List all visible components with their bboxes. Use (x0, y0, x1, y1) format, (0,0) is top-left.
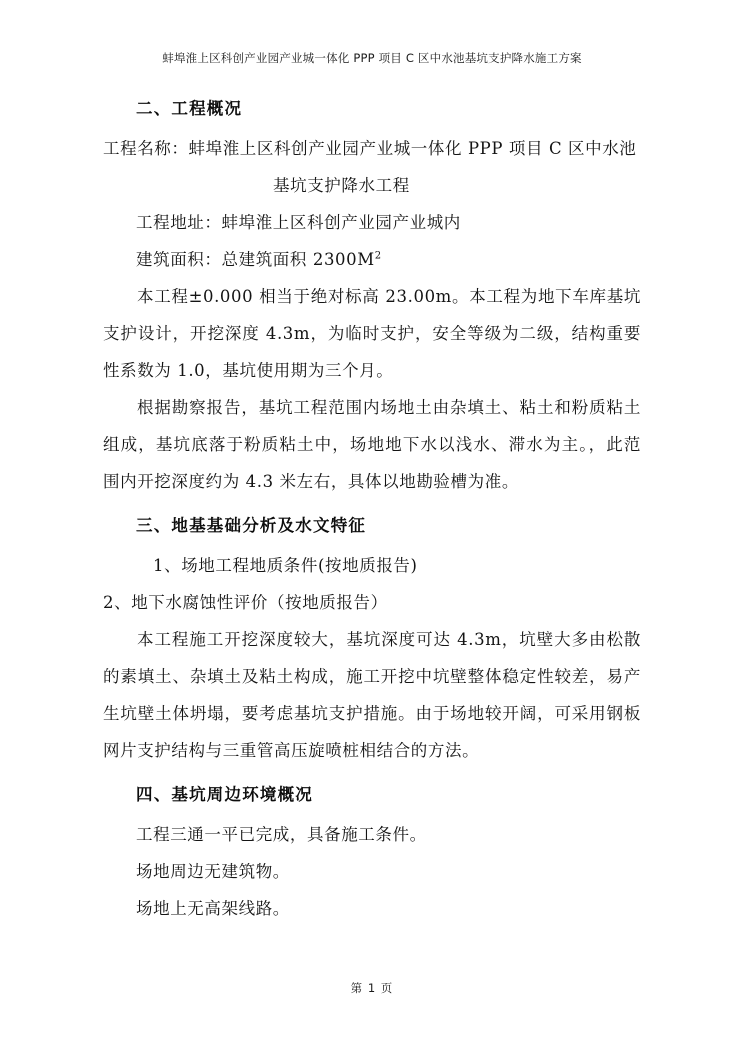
spacer (103, 769, 641, 780)
paragraph-no-surrounding-buildings: 场地周边无建筑物。 (136, 862, 290, 881)
paragraph-project-name-line-1: 工程名称：蚌埠淮上区科创产业园产业城一体化 PPP 项目 C 区中水池 (103, 139, 637, 158)
list-item-geology-condition: 1、场地工程地质条件(按地质报告) (153, 556, 418, 575)
section-heading-3: 三、地基基础分析及水文特征 (136, 516, 367, 535)
document-body (103, 94, 641, 927)
section-heading-2: 二、工程概况 (136, 99, 243, 118)
section-heading-4: 四、基坑周边环境概况 (136, 785, 313, 804)
paragraph-project-address: 工程地址：蚌埠淮上区科创产业园产业城内 (136, 213, 461, 232)
page-number-footer: 第 1 页 (350, 981, 394, 995)
building-area-text: 建筑面积：总建筑面积 2300M (136, 250, 375, 269)
paragraph-site-readiness: 工程三通一平已完成，具备施工条件。 (136, 825, 427, 844)
document-running-header: 蚌埠淮上区科创产业园产业城一体化 PPP 项目 C 区中水池基坑支护降水施工方案 (162, 51, 582, 65)
paragraph-building-area (103, 241, 641, 278)
paragraph-elevation: 本工程±0.000 相当于绝对标高 23.00m。本工程为地下车库基坑支护设计，开挖深度 4.3m，为临时支护，安全等级为二级，结构重要性系数为 1.0，基坑使用期为三个月。 (103, 287, 641, 380)
spacer (103, 500, 641, 511)
square-meter-superscript: 2 (374, 250, 382, 262)
list-item-groundwater-corrosion: 2、地下水腐蚀性评价（按地质报告） (103, 593, 388, 612)
paragraph-no-overhead-lines: 场地上无高架线路。 (136, 899, 290, 918)
paragraph-project-name-line-2: 基坑支护降水工程 (273, 176, 410, 195)
paragraph-excavation-analysis: 本工程施工开挖深度较大，基坑深度可达 4.3m，坑壁大多由松散的素填土、杂填土及粘土构成，施工开挖中坑壁整体稳定性较差，易产生坑壁土体坍塌，要考虑基坑支护措施。由于场地较开阔，可采用钢板网片支护结构与三重管高压旋喷桩相结合的方法。 (103, 630, 641, 760)
paragraph-survey-report: 根据勘察报告，基坑工程范围内场地土由杂填土、粘土和粉质粘土组成，基坑底落于粉质粘土中，场地地下水以浅水、滞水为主。，此范围内开挖深度约为 4.3 米左右，具体以地勘验槽为准。 (103, 398, 641, 491)
